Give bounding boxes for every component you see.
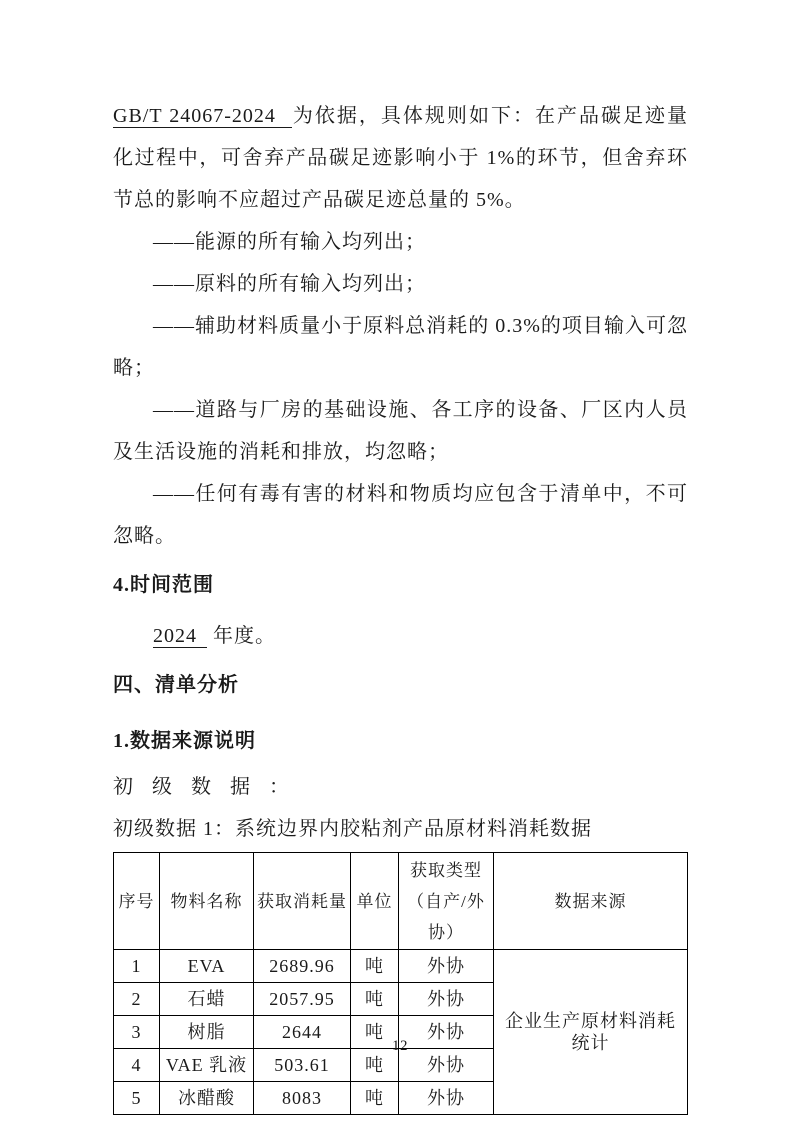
table-cell-material: 冰醋酸	[160, 1082, 254, 1115]
table-cell-index: 3	[114, 1016, 160, 1049]
heading-time-scope: 4.时间范围	[113, 574, 214, 596]
document-content	[113, 95, 688, 1115]
table-cell-index: 4	[114, 1049, 160, 1082]
time-year-suffix: 年度。	[213, 625, 276, 647]
table-cell-index: 1	[114, 950, 160, 983]
table-header-row	[114, 853, 688, 950]
header-cell-consumption: 获取消耗量	[254, 853, 351, 950]
table-caption: 初级数据 1：系统边界内胶粘剂产品原材料消耗数据	[113, 818, 592, 840]
list-item-energy-inputs: ——能源的所有输入均列出；	[153, 231, 426, 253]
paragraph-regulation-text: 为依据，具体规则如下：在产品碳足迹量化过程中，可舍弃产品碳足迹影响小于 1%的环节，但舍弃环节总的影响不应超过产品碳足迹总量的 5%。	[113, 105, 689, 211]
header-cell-material-name: 物料名称	[160, 853, 254, 950]
table-cell-unit: 吨	[351, 1016, 399, 1049]
list-item-auxiliary-materials: ——辅助材料质量小于原料总消耗的 0.3%的项目输入可忽略；	[113, 315, 688, 379]
table-cell-material: EVA	[160, 950, 254, 983]
table-cell-material: VAE 乳液	[160, 1049, 254, 1082]
list-item-infrastructure-ignored: ——道路与厂房的基础设施、各工序的设备、厂区内人员及生活设施的消耗和排放，均忽略；	[113, 399, 688, 463]
list-item-toxic-materials: ——任何有毒有害的材料和物质均应包含于清单中，不可忽略。	[113, 483, 688, 547]
paragraph-regulation-basis	[113, 95, 688, 221]
table-cell-acquisition-type: 外协	[399, 1082, 494, 1115]
table-cell-unit: 吨	[351, 950, 399, 983]
table-cell-material: 树脂	[160, 1016, 254, 1049]
heading-data-source-description: 1.数据来源说明	[113, 730, 256, 752]
heading-inventory-analysis: 四、清单分析	[113, 674, 239, 696]
table-cell-consumption: 2057.95	[254, 983, 351, 1016]
table-cell-consumption: 2644	[254, 1016, 351, 1049]
table-cell-index: 5	[114, 1082, 160, 1115]
table-cell-material: 石蜡	[160, 983, 254, 1016]
header-cell-acquisition-type: 获取类型（自产/外协）	[399, 853, 494, 950]
table-cell-consumption: 8083	[254, 1082, 351, 1115]
table-cell-acquisition-type: 外协	[399, 1016, 494, 1049]
header-cell-data-source: 数据来源	[494, 853, 688, 950]
header-cell-unit: 单位	[351, 853, 399, 950]
table-cell-consumption: 503.61	[254, 1049, 351, 1082]
paragraph-time-value	[113, 615, 688, 657]
table-cell-unit: 吨	[351, 1049, 399, 1082]
list-item-raw-material-inputs: ——原料的所有输入均列出；	[153, 273, 426, 295]
table-cell-unit: 吨	[351, 983, 399, 1016]
table-cell-consumption: 2689.96	[254, 950, 351, 983]
table-cell-acquisition-type: 外协	[399, 1049, 494, 1082]
primary-data-table	[113, 852, 688, 1115]
time-year-underlined: 2024	[153, 625, 207, 648]
table-row	[114, 950, 688, 983]
table-cell-data-source-merged: 企业生产原材料消耗统计	[494, 950, 688, 1115]
table-cell-acquisition-type: 外协	[399, 950, 494, 983]
header-cell-index: 序号	[114, 853, 160, 950]
regulation-reference-underlined: GB/T 24067-2024	[113, 105, 292, 128]
label-primary-data: 初 级 数 据 ：	[113, 776, 290, 798]
table-cell-unit: 吨	[351, 1082, 399, 1115]
table-cell-acquisition-type: 外协	[399, 983, 494, 1016]
table-cell-index: 2	[114, 983, 160, 1016]
page-number: 12	[392, 1038, 408, 1054]
